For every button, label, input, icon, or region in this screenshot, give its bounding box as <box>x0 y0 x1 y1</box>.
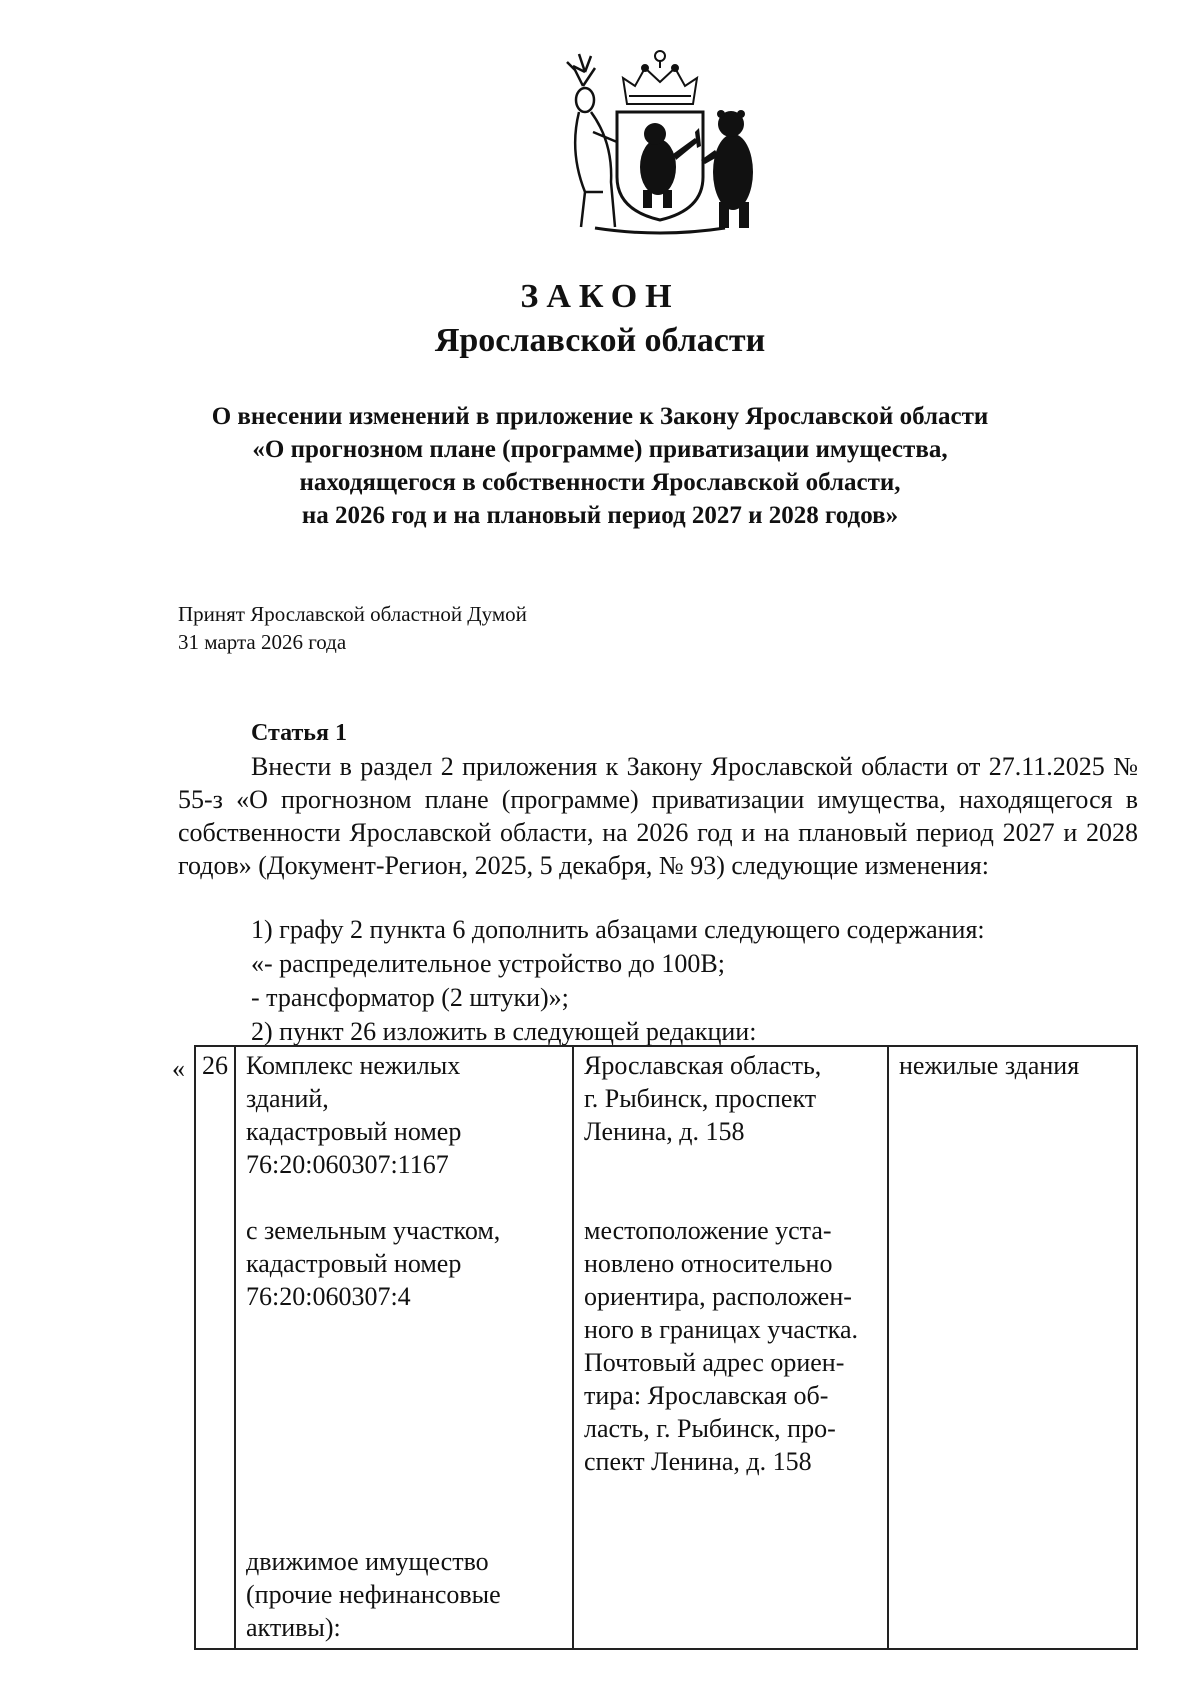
amendment-item-1-line-1: «- распределительное устройство до 100В; <box>251 949 725 978</box>
standing-bear-icon <box>701 110 753 228</box>
amendment-item-1-line-2: - трансформатор (2 штуки)»; <box>251 983 569 1012</box>
subtitle-line: на 2026 год и на плановый период 2027 и 2028 годов» <box>301 502 899 529</box>
region-title: Ярославской области <box>434 322 766 359</box>
adoption-date: 31 марта 2026 года <box>178 630 347 654</box>
object-land-plot: с земельным участком, кадастровый номер 76:20:060307:4 <box>246 1216 501 1311</box>
law-subtitle <box>150 400 1050 532</box>
adoption-body: Принят Ярославской областной Думой <box>178 602 527 626</box>
article-title: Статья 1 <box>251 720 347 746</box>
document-type: ЗАКОН <box>520 278 680 315</box>
amendment-item-2: 2) пункт 26 изложить в следующей редакции: <box>251 1017 757 1046</box>
amendment-item-1: 1) графу 2 пункта 6 дополнить абзацами следующего содержания: <box>251 915 985 944</box>
subtitle-line: О внесении изменений в приложение к Закону Ярославской области <box>211 403 989 430</box>
object-buildings: Комплекс нежилых зданий, кадастровый номер 76:20:060307:1167 <box>246 1051 462 1179</box>
amendment-table <box>194 1045 1138 1650</box>
opening-quote: « <box>172 1054 185 1083</box>
cell-number: 26 <box>195 1046 235 1649</box>
cell-object-type: нежилые здания <box>888 1046 1137 1649</box>
address-buildings: Ярославская область, г. Рыбинск, проспект Ленина, д. 158 <box>584 1051 822 1146</box>
crown-icon <box>623 51 697 104</box>
subtitle-line: находящегося в собственности Ярославской области, <box>299 469 901 496</box>
object-movable-property: движимое имущество (прочие нефинансовые активы): <box>246 1547 501 1642</box>
table-row <box>195 1046 1137 1649</box>
deer-icon <box>567 54 617 227</box>
article-intro: Внести в раздел 2 приложения к Закону Ярославской области от 27.11.2025 № 55-з «О прогнозном плане (программе) приватизации имущества, находящегося в собственности Ярославской области, на 2026 год и на плановый период 2027 и 2028 годов» (Документ-Регион, 2025, 5 декабря, № 93) следующие изменения: <box>178 752 1138 880</box>
subtitle-line: «О прогнозном плане (программе) приватизации имущества, <box>252 436 948 463</box>
coat-of-arms-emblem <box>555 42 765 237</box>
adoption-info <box>178 600 527 656</box>
address-land-plot: местоположение уста- новлено относительно ориентира, расположен- ного в границах участка. Почтовый адрес ориен- тира: Ярославская об- ласть, г. Рыбинск, про- спект Ленина, д. 158 <box>584 1216 858 1476</box>
cell-object-name <box>235 1046 573 1649</box>
foliage-ornament <box>595 228 725 233</box>
cell-address <box>573 1046 888 1649</box>
